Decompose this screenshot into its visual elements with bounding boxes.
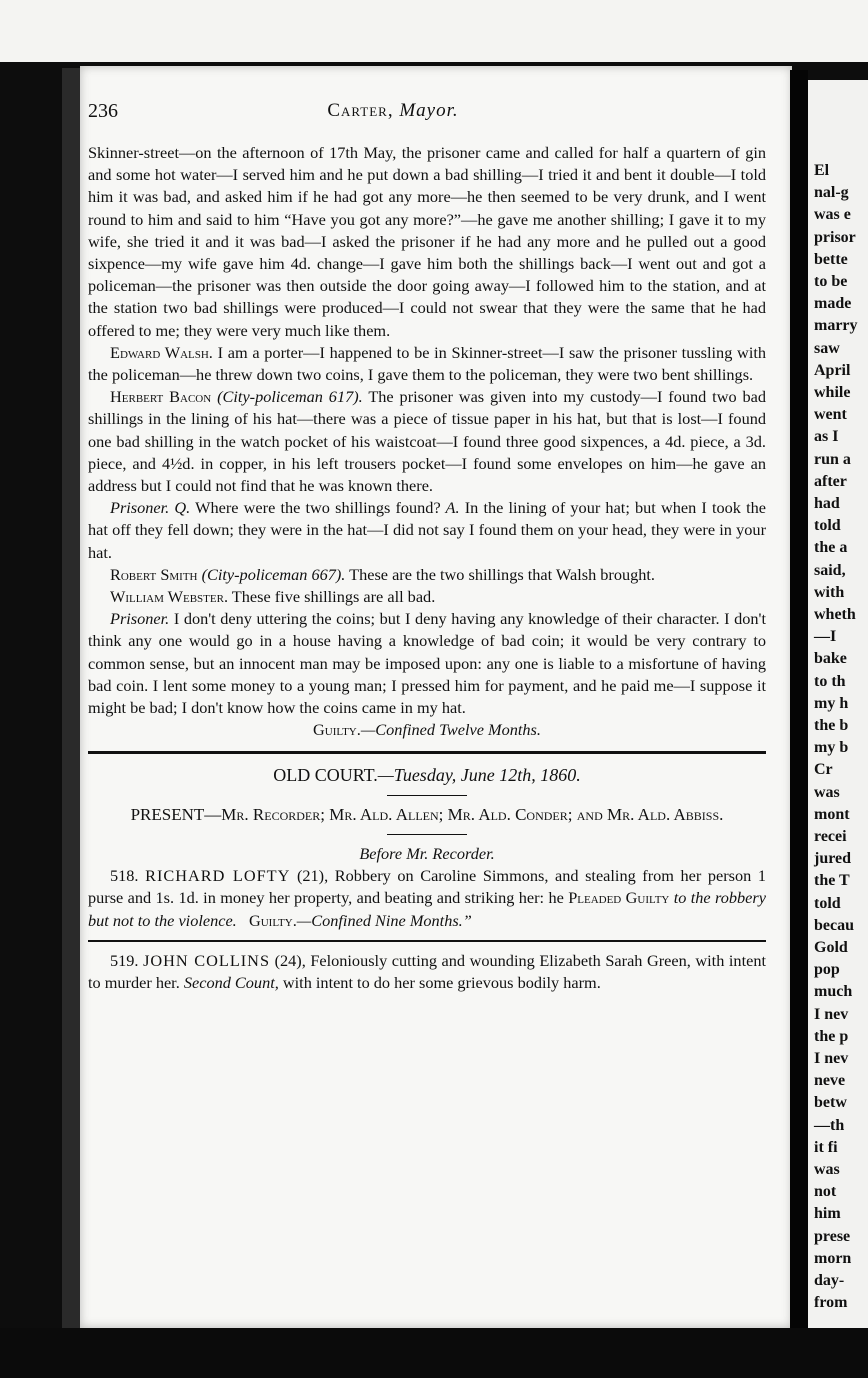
facing-page-line: after (814, 472, 847, 490)
facing-page-line: the a (814, 539, 848, 557)
case-519: 519. JOHN COLLINS (24), Feloniously cutting and wounding Elizabeth Sarah Green, with intent to murder her. Second Count, with intent to do her some grievous bodily harm. (88, 950, 766, 992)
facing-page-line: betw (814, 1094, 847, 1112)
facing-page-line: I nev (814, 1050, 849, 1067)
facing-page-line: prese (814, 1227, 851, 1245)
facing-page-line: had (814, 495, 840, 512)
scan-margin-bottom (0, 1328, 868, 1378)
testimony-smith: Robert Smith (City-policeman 667). These are the two shillings that Walsh brought. (110, 564, 656, 584)
facing-page-line: pop (814, 961, 840, 979)
page-body (88, 142, 766, 994)
facing-page-line: bette (814, 250, 848, 268)
testimony-walsh: Edward Walsh. I am a porter—I happened to be in Skinner-street—I saw the prisoner tussling with the policeman—he threw down two coins, I gave them to the policeman, they were two bent shillings. (88, 342, 767, 385)
facing-page-line: recei (814, 828, 847, 845)
page-number: 236 (88, 100, 118, 122)
facing-page-line: saw (814, 339, 840, 357)
facing-page-line: it fi (814, 1138, 838, 1156)
page-header (88, 100, 698, 128)
facing-page-line: went (814, 406, 847, 424)
facing-page-line: from (814, 1294, 848, 1312)
facing-page-line: was (814, 783, 840, 801)
facing-page-line: the T (814, 872, 850, 890)
facing-page-line: jured (814, 850, 852, 868)
facing-page-line: Gold (814, 939, 848, 956)
facing-page-line: not (814, 1183, 837, 1201)
facing-page-line: told (814, 517, 841, 535)
facing-page-line: to be (814, 273, 848, 290)
facing-page-line: with (814, 583, 845, 601)
facing-page-line: Cr (814, 761, 833, 779)
verdict-1: Guilty.—Confined Twelve Months. (313, 720, 541, 740)
facing-page-line: —th (814, 1116, 845, 1134)
facing-page-line: the b (814, 717, 849, 734)
facing-page-line: I nev (814, 1005, 849, 1023)
facing-page-line: nal-g (814, 184, 849, 202)
facing-page-line: run a (814, 450, 851, 468)
facing-page-line: April (814, 361, 851, 379)
short-rule-1 (387, 795, 467, 796)
facing-page-line: El (814, 162, 830, 179)
facing-page-line: said, (814, 561, 846, 579)
facing-page-line: becau (814, 916, 854, 934)
case-rule (88, 940, 766, 942)
before-line: Before Mr. Recorder. (359, 843, 495, 863)
facing-page-line: neve (814, 1072, 846, 1090)
page-edge-shadow (62, 68, 80, 1328)
present-line: PRESENT—Mr. Recorder; Mr. Ald. Allen; Mr. Ald. Conder; and Mr. Ald. Abbiss. (130, 804, 724, 824)
book-gutter (790, 70, 808, 1370)
case-518: 518. RICHARD LOFTY (21), Robbery on Caroline Simmons, and stealing from her person 1 purse and 1s. 1d. in money her property, and beating and striking her: he Pleaded Guilty to the robbery but not to the violence. Guilty.—Confined Nine Months.” (88, 866, 766, 930)
facing-page-line: told (814, 894, 841, 912)
facing-page-line: as I (814, 428, 839, 446)
facing-page-line: morn (814, 1249, 852, 1267)
facing-page-line: day- (814, 1272, 845, 1289)
testimony-bacon: Herbert Bacon (City-policeman 617). The prisoner was given into my custody—I found two bad shillings in the lining of his hat—there was a piece of tissue paper in his hat, but that is lost—I found one bad shilling in the watch pocket of his waistcoat—I found three good sixpences, a 4d. piece, a 3d. piece, and 4½d. in copper, in his left trousers pocket—I found some envelopes on him—he gave an address but I could not find that he was known there. (88, 387, 767, 496)
testimony-continued: Skinner-street—on the afternoon of 17th May, the prisoner came and called for half a quartern of gin and some hot water—I served him and he put down a bad shilling—I tried it and bent it double—I told him it was bad, and asked him if he had got any more—he then seemed to be very drunk, and I went round to him and said to him “Have you got any more?”—he gave me another shilling; I gave it to my wife, she tried it and it was bad—I asked the prisoner if he had any more and he pulled out a good sixpence—my wife gave him 4d. change—I gave him both the shillings back—I went out and got a policeman—the prisoner was then outside the door going away—I followed him to the station, and at the station two bad shillings were produced—I could not swear that they were the same that he had offered to me; they were very much like them. (88, 143, 766, 340)
scan-margin-top (0, 0, 868, 62)
court-heading: OLD COURT.—Tuesday, June 12th, 1860. (273, 765, 581, 786)
facing-page-line: mont (814, 805, 850, 823)
facing-page-line: marry (814, 317, 858, 335)
short-rule-2 (387, 834, 467, 835)
facing-page-line: prisor (814, 228, 856, 246)
facing-page-line: my h (814, 694, 849, 712)
facing-page-line: made (814, 295, 852, 313)
facing-page-line: while (814, 384, 851, 401)
facing-page-line: my b (814, 739, 849, 757)
facing-page-line: wheth (814, 606, 856, 623)
facing-page-line: the p (814, 1027, 849, 1045)
facing-page-line: to th (814, 672, 846, 690)
prisoner-question: Prisoner. Q. Where were the two shillings found? A. In the lining of your hat; but when I took the hat off they fell down; they were in the hat—I did not say I found them on your head, they were in your hat. (88, 498, 766, 562)
section-rule (88, 751, 766, 754)
running-title: Carter, Mayor. (327, 100, 459, 121)
facing-page-line: —I (814, 628, 837, 646)
facing-page-line: was (814, 1161, 840, 1178)
facing-page-line: was e (814, 206, 851, 224)
prisoner-statement: Prisoner. I don't deny uttering the coins; but I deny having any knowledge of their character. I don't think any one would go in a house having a knowledge of bad coin; it would be very contrary to common sense, but an innocent man may be imposed upon: any one is liable to a misfortune of having bad coin. I lent some money to a young man; I pressed him for payment, and he paid me—I suppose it might be bad; I don't know how the coins came in my hat. (88, 609, 766, 718)
testimony-webster: William Webster. These five shillings are all bad. (110, 587, 436, 607)
facing-page-line: much (814, 983, 853, 1001)
facing-page-line: him (814, 1205, 841, 1223)
facing-page-fragment (808, 80, 868, 1370)
facing-page-line: bake (814, 650, 847, 668)
